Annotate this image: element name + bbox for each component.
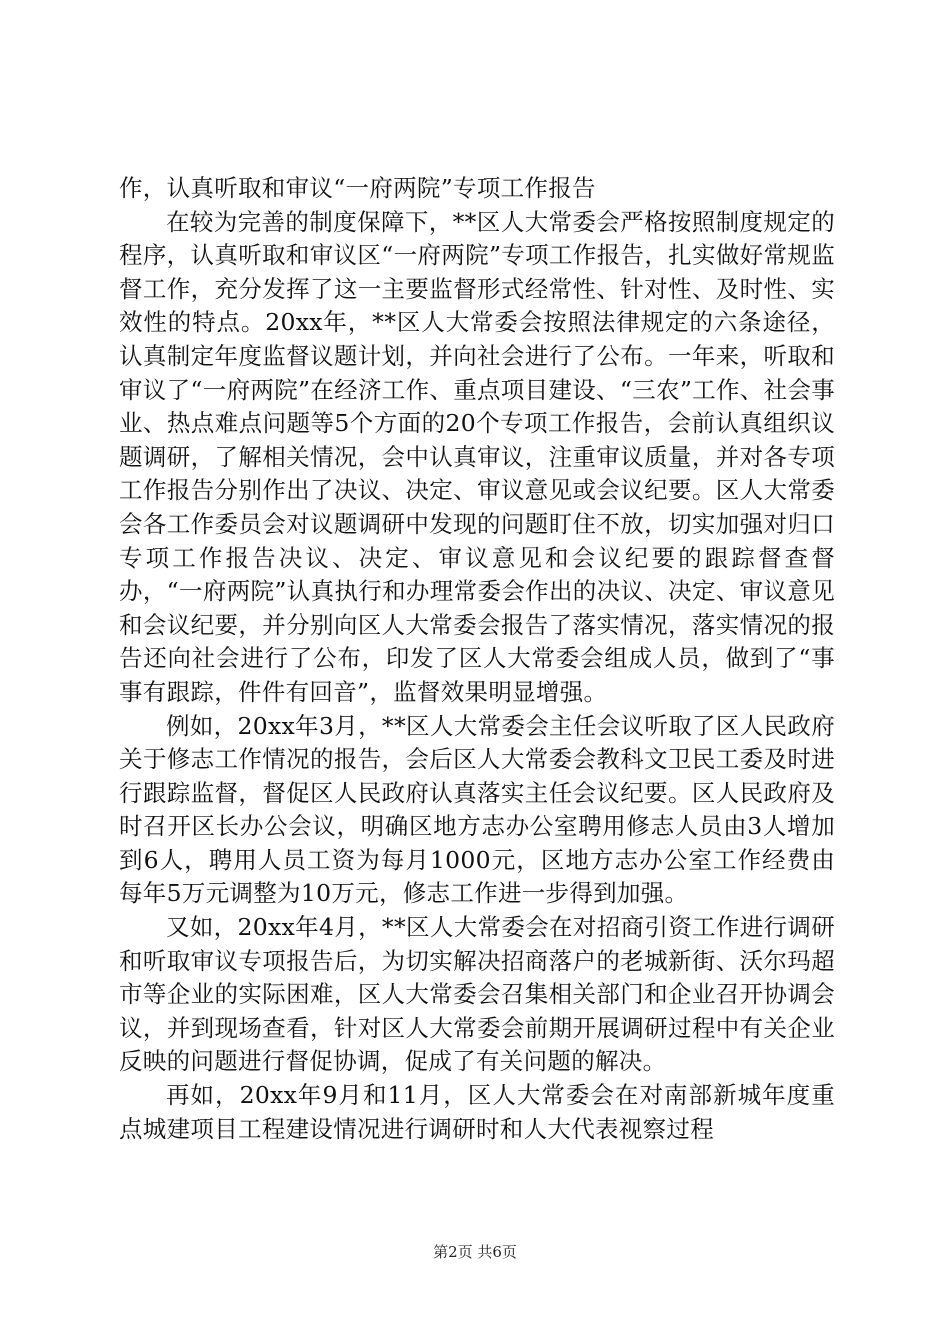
paragraph-example-construction: 再如，20xx年9月和11月，区人大常委会在对南部新城年度重点城建项目工程建设情况进行调研时和人大代表视察过程	[119, 1081, 835, 1143]
paragraph-supervision-overview: 在较为完善的制度保障下，**区人大常委会严格按照制度规定的程序，认真听取和审议区“一府两院”专项工作报告，扎实做好常规监督工作，充分发挥了这一主要监督形式经常性、针对性、及时性、实效性的特点。20xx年，**区人大常委会按照法律规定的六条途径，认真制定年度监督议题计划，并向社会进行了公布。一年来，听取和审议了“一府两院”在经济工作、重点项目建设、“三农”工作、社会事业、热点难点问题等5个方面的20个专项工作报告，会前认真组织议题调研，了解相关情况，会中认真审议，注重审议质量，并对各专项工作报告分别作出了决议、决定、审议意见或会议纪要。区人大常委会各工作委员会对议题调研中发现的问题盯住不放，切实加强对归口专项工作报告决议、决定、审议意见和会议纪要的跟踪督查督办，“一府两院”认真执行和办理常委会作出的决议、决定、审议意见和会议纪要，并分别向区人大常委会报告了落实情况，落实情况的报告还向社会进行了公布，印发了区人大常委会组成人员，做到了“事事有跟踪，件件有回音”，监督效果明显增强。	[119, 207, 835, 706]
page-number-label: 第2页 共6页	[433, 1243, 517, 1261]
paragraph-example-investment: 又如，20xx年4月，**区人大常委会在对招商引资工作进行调研和听取审议专项报告后，为切实解决招商落户的老城新街、沃尔玛超市等企业的实际困难，区人大常委会召集相关部门和企业召开协调会议，并到现场查看，针对区人大常委会前期开展调研过程中有关企业反映的问题进行督促协调，促成了有关问题的解决。	[119, 913, 835, 1076]
document-body	[119, 172, 835, 1146]
page-footer	[0, 1242, 950, 1262]
paragraph-continuation: 作，认真听取和审议“一府两院”专项工作报告	[119, 174, 596, 202]
paragraph-example-gazetteer: 例如，20xx年3月，**区人大常委会主任会议听取了区人民政府关于修志工作情况的报告，会后区人大常委会教科文卫民工委及时进行跟踪监督，督促区人民政府认真落实主任会议纪要。区人民政府及时召开区长办公会议，明确区地方志办公室聘用修志人员由3人增加到6人，聘用人员工资为每月1000元，区地方志办公室工作经费由每年5万元调整为10万元，修志工作进一步得到加强。	[119, 711, 835, 908]
